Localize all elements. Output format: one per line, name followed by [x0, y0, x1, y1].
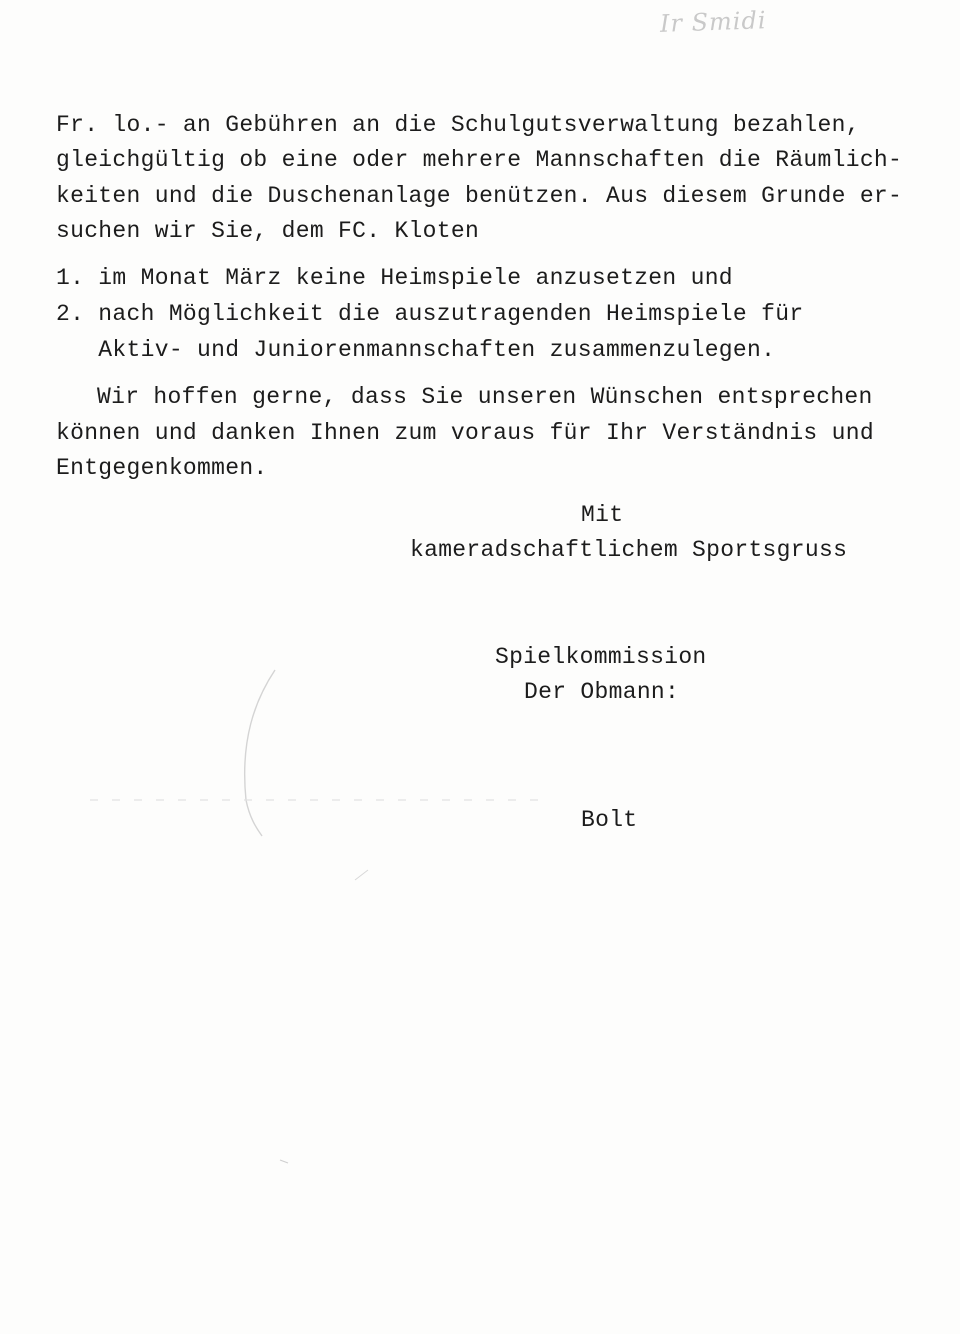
paragraph1-line: Fr. lo.- an Gebühren an die Schulgutsverwaltung bezahlen,	[56, 112, 860, 138]
list-item: Aktiv- und Juniorenmannschaften zusammenzulegen.	[56, 337, 776, 363]
handwritten-note: Ir Smidi	[659, 6, 767, 38]
list-item: 1. im Monat März keine Heimspiele anzusetzen und	[56, 265, 733, 291]
paragraph1-line: gleichgültig ob eine oder mehrere Mannschaften die Räumlich-	[56, 147, 903, 173]
paragraph2-line: Wir hoffen gerne, dass Sie unseren Wünschen entsprechen	[97, 384, 873, 410]
list-item: 2. nach Möglichkeit die auszutragenden Heimspiele für	[56, 301, 804, 327]
paragraph2-line: Entgegenkommen.	[56, 455, 268, 481]
paragraph1-line: suchen wir Sie, dem FC. Kloten	[56, 218, 480, 244]
closing-line: Mit	[581, 502, 624, 528]
paragraph2-line: können und danken Ihnen zum voraus für Ihr Verständnis und	[56, 420, 874, 446]
signature-role: Der Obmann:	[524, 679, 680, 705]
closing-line: kameradschaftlichem Sportsgruss	[410, 537, 848, 563]
signature-name: Bolt	[581, 807, 638, 833]
signature-committee: Spielkommission	[495, 644, 707, 670]
paragraph1-line: keiten und die Duschenanlage benützen. Aus diesem Grunde er-	[56, 183, 903, 209]
